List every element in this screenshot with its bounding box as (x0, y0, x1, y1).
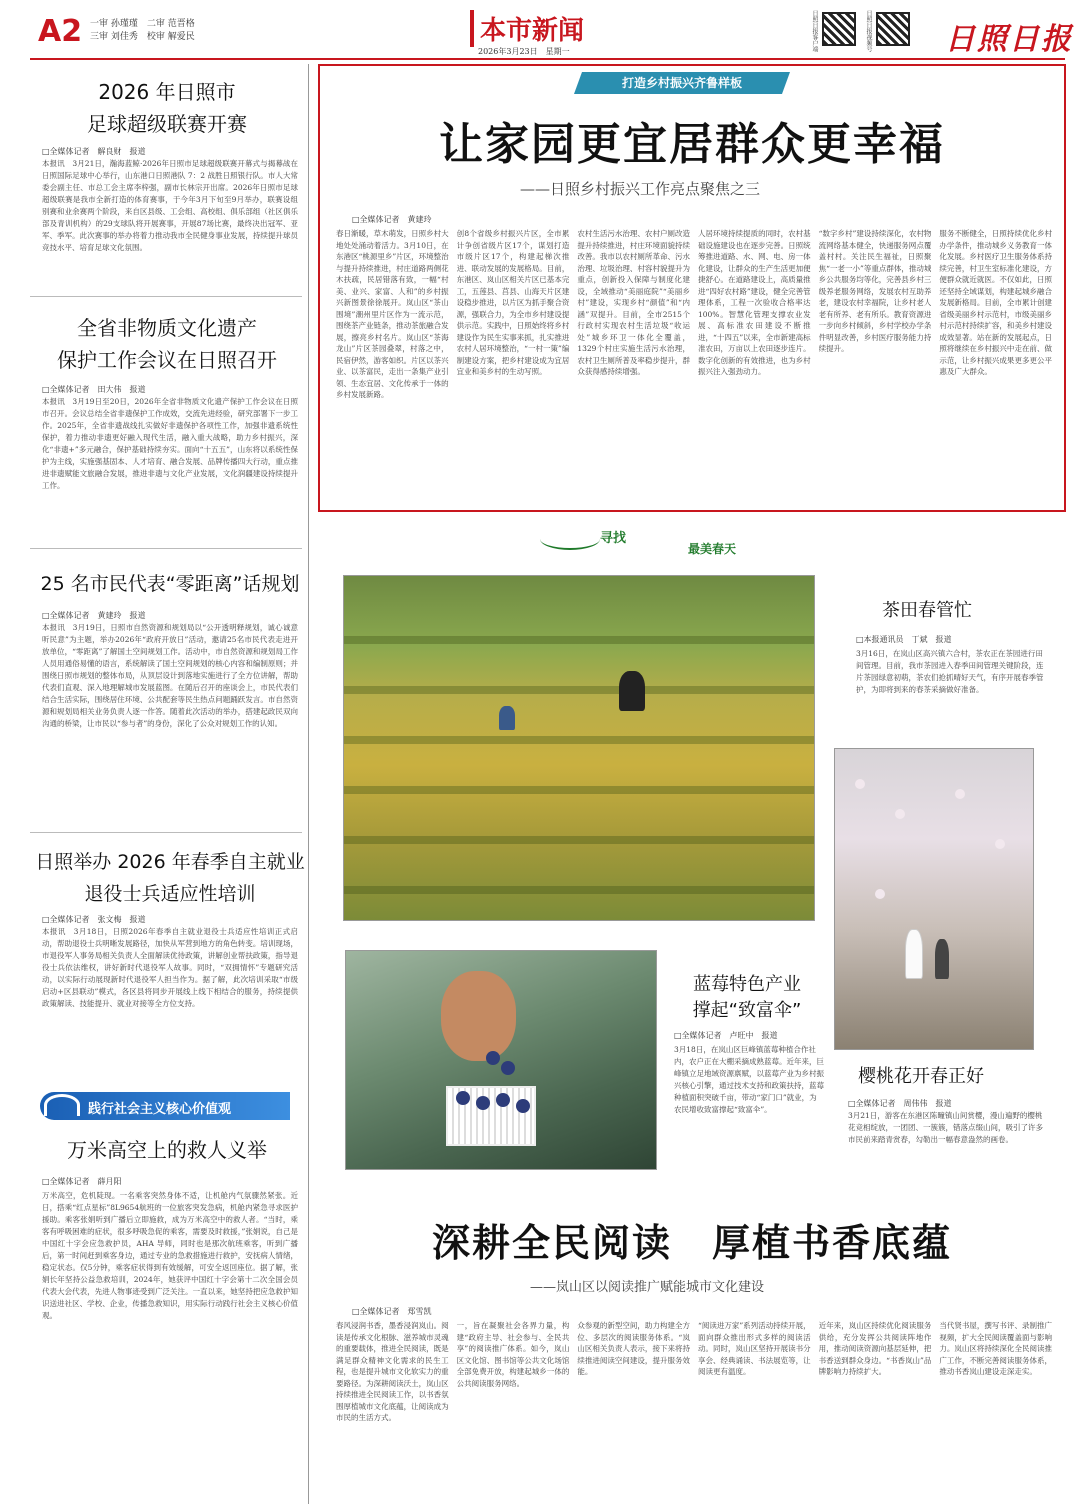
tea-row (344, 636, 814, 644)
byline: □全媒体记者 解良财 报道 (42, 147, 146, 156)
blueberry-title (672, 972, 822, 1024)
text-column: 众参观的新型空间，助力构建全方位、多层次的阅读服务体系。“岚山区相关负责人表示，接下来将持续推进阅读空间建设，提升服务效能。 (577, 1321, 690, 1376)
qr-code-icon[interactable] (876, 12, 910, 46)
feature-banner: 打造乡村振兴齐鲁样板 (621, 76, 742, 90)
cherry-title: 樱桃花开春正好 (858, 1066, 984, 1087)
blossom (995, 839, 1005, 849)
tea-row (344, 686, 814, 694)
tea-title: 茶田春管忙 (882, 600, 972, 621)
title-line: 蓝莓特色产业 (693, 974, 801, 995)
qr1-caption: 日照日报客户端 (811, 10, 818, 52)
qr2-caption: 日照日报视频号 (865, 10, 872, 52)
tea-field-photo[interactable] (343, 575, 815, 921)
article-title (32, 312, 302, 376)
logo-arc-icon (44, 1094, 80, 1116)
branch-icon (540, 528, 600, 550)
title-line: 2026 年日照市 (98, 80, 236, 104)
text-column: 创8个省级乡村振兴片区，全市累计争创省级片区17个，谋划打造市级片区17个，构建起梯次推进、联动发展的发展格局。目前，东港区、岚山区相关片区已基本完工，五莲县、莒县、山海天片区建设稳步推进，以片区为抓手聚合资源，强联合力，为全市乡村建设提供示范。实践中，日照始终将乡村建设作为民生实事来抓，扎实推进农村人居环境整治，“一村一策”编制建设方案，把乡村建设成为宜居宜业和美乡村的生动写照。 (456, 229, 570, 376)
byline: □全媒体记者 黄建玲 (352, 214, 436, 225)
blueberry-photo[interactable] (345, 950, 657, 1170)
byline: □本报通讯员 丁斌 报道 (856, 635, 952, 644)
farmer-figure (499, 706, 515, 730)
blossom (895, 809, 905, 819)
title-line: 保护工作会议在日照召开 (57, 348, 277, 372)
article-title: 25 名市民代表“零距离”话规划 (40, 573, 300, 595)
text-column: 农村生活污水治理、农村户厕改造提升持续推进，村庄环境面貌持续改善。我市以农村厕所革命、污水治理、垃圾治理、村容村貌提升为重点，创新投入保障与制度化建设，全域推动“美丽庭院”“美丽乡村”建设，实现乡村“颜值”和“内涵”双提升。目前，全市2515个行政村实现农村生活垃圾“收运处”城乡环卫一体化全覆盖，1329个村庄实施生活污水治理，农村卫生厕所普及率稳步提升，群众获得感持续增强。 (577, 229, 690, 376)
caption-body: 3月18日，在岚山区巨峰镇蓝莓种植合作社内，农户正在大棚采摘成熟蓝莓。近年来，巨峰镇立足地域资源禀赋，以蓝莓产业为乡村振兴核心引擎，通过技术支持和政策扶持，蓝莓种植面积突破千亩，带动“家门口”就业，为农民增收致富撑起“致富伞”。 (674, 1045, 824, 1114)
byline: □全媒体记者 周伟伟 报道 (848, 1099, 952, 1108)
tea-row (344, 786, 814, 794)
editor-credits (90, 18, 250, 44)
tea-row (344, 736, 814, 744)
berry (501, 1061, 515, 1075)
editor-2: 二审 范晋格 (146, 19, 195, 29)
editor-4: 校审 解爱民 (146, 32, 195, 42)
feature-title: 让家园更宜居群众更幸福 (439, 119, 945, 170)
separator (30, 296, 302, 297)
text-column: “阅读进万家”系列活动持续开展，面向群众推出形式多样的阅读活动。同时，岚山区坚持开展读书分享会、经典诵读、书法展览等，让阅读更有温度。 (697, 1321, 811, 1376)
bottom-columns (336, 1320, 1052, 1504)
slogan-text: 践行社会主义核心价值观 (88, 1102, 232, 1117)
article-title (30, 846, 310, 910)
feature-columns (336, 228, 1052, 504)
title-line: 足球超级联赛开赛 (87, 112, 247, 136)
bottom-subtitle: ——岚山区以阅读推广赋能城市文化建设 (530, 1280, 765, 1295)
visitor-figure (935, 939, 949, 979)
qr-code-icon[interactable] (822, 12, 856, 46)
farmer-figure (619, 671, 645, 711)
byline: □全媒体记者 薛月阳 (42, 1177, 122, 1186)
article-title: 万米高空上的救人义举 (67, 1138, 267, 1162)
byline: □全媒体记者 郑雪凯 (352, 1306, 436, 1317)
spring-banner-1: 寻找 (600, 531, 627, 546)
text-column: 一，旨在凝聚社会各界力量，构建“政府主导、社会参与、全民共享”的阅读推广体系。如今，岚山区文化馆、图书馆等公共文化场馆全部免费开放，构建起城乡一体的公共阅读服务网络。 (456, 1321, 570, 1388)
tea-row (344, 886, 814, 894)
spring-banner-2: 最美春天 (688, 542, 737, 556)
text-column: 近年来，岚山区持续优化阅读服务供给，充分发挥公共阅读阵地作用，推动阅读资源向基层延伸，把书香送到群众身边。“书香岚山”品牌影响力持续扩大。 (818, 1321, 932, 1376)
article-body: 本报讯 3月18日，日照2026年春季自主就业退役士兵适应性培训正式启动，帮助退役士兵明晰发展路径，加快从军营到地方的角色转变。培训现场，市退役军人事务局相关负责人全面解读优待政策，讲解创业帮扶政策，指导退役士兵依法维权，讲好新时代退役军人故事。同时，“双拥情怀”专题研究活动，以实际行动展现新时代退役军人担当作为。据了解，此次培训采取“市级启动+区县联动”模式，各区县将同步开展线上线下相结合的服务，持续提供政策解读、技能提升、就业对接等全方位支持。 (42, 927, 298, 1008)
cherry-blossom-photo[interactable] (834, 748, 1034, 1050)
title-line: 全省非物质文化遗产 (77, 316, 257, 340)
caption-body: 3月16日，在岚山区高兴镇六合村，茶农正在茶园进行田间管理。目前，我市茶园进入春季田间管理关键阶段，连片茶园绿意初萌，茶农们抢抓晴好天气，有序开展春季管护，为即将到来的春茶采摘做好准备。 (856, 649, 1044, 694)
column-divider (308, 64, 309, 1504)
bottom-title: 深耕全民阅读 厚植书香底蕴 (431, 1221, 952, 1265)
byline: □全媒体记者 张文梅 报道 (42, 915, 146, 924)
feature-subtitle: ——日照乡村振兴工作亮点聚焦之三 (520, 180, 761, 198)
byline: □全媒体记者 黄建玲 报道 (42, 611, 146, 620)
blossom (855, 779, 865, 789)
article-body: 本报讯 3月19日至20日，2026年全省非物质文化遗产保护工作会议在日照市召开。会议总结全省非遗保护工作成效，交流先进经验，研究部署下一步工作。2025年，全省非遗战线扎实做好非遗保护各项性工作，加强非遗系统性保护，着力推动非遗更好融入现代生活，融入重大战略，助力乡村振兴，深化“非遗+”多元融合，保护基础持续夯实。面向“十五五”，山东将以系统性保护为主线，实施强基固本、人才培育、融合发展、品牌传播四大行动，重点推进非遗赋能文旅融合发展，推进非遗与文化产业发展，文化润疆建设持续提升工作。 (42, 397, 298, 490)
text-column: 春日渐暖，草木萌发，日照乡村大地处处涌动着活力。3月10日，在东港区“桃源里乡”片区，环境整治与提升持续推进，村庄道路两侧花木扶疏，民居错落有致，一幅“村美、业兴、家富、人和”的乡村振兴新图景徐徐展开。岚山区“茶山围境”潮州里片区作为一流示范，围绕茶产业链条，推动茶旅融合发展，擦亮乡村名片。岚山区“茶海龙山”片区茶园叠翠，村落之中，民宿伊然，游客如织。片区以茶兴业、以茶富民，走出一条集产业引领、生态宜居、文化传承于一体的乡村发展新路。 (336, 229, 449, 399)
berry (496, 1093, 510, 1107)
tea-row (344, 836, 814, 844)
title-line: 日照举办 2026 年春季自主就业 (35, 851, 305, 873)
visitor-figure (905, 929, 923, 979)
editor-1: 一审 孙瑾瑾 (90, 19, 138, 29)
caption-body: 3月21日，游客在东港区陈疃镇山间赏樱，漫山遍野的樱桃花竞相绽放，一团团、一簇簇，错落点缀山间，吸引了许多市民前来踏青赏春，勾勒出一幅春意盎然的画卷。 (848, 1111, 1043, 1144)
text-column: 人居环境持续提质的同时，农村基础设施建设也在逐步完善。日照统筹推进道路、水、网、电、房一体化建设，让群众的生产生活更加便捷舒心。在道路建设上，高质量推进“四好农村路”建设，健全完善管理体系，工程一次验收合格率达100%。智慧化管理支撑农业发展、高标准农田建设不断推进，“十四五”以来，全市新建高标准农田，万亩以上农田逐步连片。数字化创新的有效推进，也为乡村振兴注入强劲动力。 (697, 229, 811, 376)
article-body: 本报讯 3月21日，瀚海蓝鲸·2026年日照市足球超级联赛开幕式与揭幕战在日照国际足球中心举行，山东港口日照港队 7：2 战胜日照银行队。市人大常委会副主任、市总工会主席李梓强，副市长林宗开出席。2026年日照市足球超级联赛是我市全新打造的体育赛事，于今年3月下旬至9月举办，联赛设组别赛和业余赛两个阶段，来自区县级、工会组、高校组、俱乐部组（社区俱乐部及青训机构）的29支球队将开展赛事，开展87场比赛，最终决出冠军、亚军、季军。此次赛事的举办将着力推动我市全民健身事业发展，持续提升球员竞技水平、培育足球文化氛围。 (42, 159, 298, 252)
berry (486, 1051, 500, 1065)
blossom (875, 889, 885, 899)
separator (30, 548, 302, 549)
issue-date: 2026年3月23日 星期一 (478, 47, 570, 56)
editor-3: 三审 刘佳秀 (90, 32, 138, 42)
berry (516, 1099, 530, 1113)
article-title (32, 76, 302, 140)
text-column: 春风浸润书香，墨香浸润岚山。阅读是传承文化根脉、滋养城市灵魂的重要载体，推进全民阅读，既是满足群众精神文化需求的民生工程，也是提升城市文化软实力的重要路径。为深耕阅读沃土，岚山区持续推进全民阅读工作，以书香氛围厚植城市文化底蕴，让阅读成为市民的生活方式。 (336, 1321, 449, 1422)
text-column: “数字乡村”建设持续深化，农村物流网络基本健全，快递服务网点覆盖村村。关注民生福祉，日照聚焦“一老一小”等重点群体，推动城乡公共服务均等化，完善县乡村三级养老服务网络，发展农村互助养老，建设农村幸福院，让乡村老人老有所养、老有所乐。教育资源进一步向乡村倾斜，乡村学校办学条件明显改善，乡村医疗服务能力持续提升。 (818, 229, 932, 353)
article-body: 万米高空，危机陡现。一名乘客突然身体不适，让机舱内气氛骤然紧张。近日，搭乘“红点星标”8L9654航班的一位旅客突发急病，机舱内紧急寻求医护援助。乘客张娟听到广播后立即施救，成为万米高空中的救人者。“当时，乘客有呼吸困难的症状，很多呼吸急促的乘客，需要及时救援，”张娟说，自己是中国红十字会应急救护员，AHA 导师，同时也是那次航班乘客，听到广播后，第一时间赶到乘客身边，通过专业的急救措施进行救护，安抚病人情绪，稳定状态。仅5分钟，乘客症状得到有效缓解，可安全返回座位。据了解，张娟长年坚持公益急救培训，2024年，她获评中国红十字会第十二次全国会员代表大会代表，先进人物事迹受到广泛关注。一直以来，她坚持把应急救护知识送进社区、学校、企业，传播急救知识，用实际行动践行社会主义核心价值观。 (42, 1191, 298, 1320)
header-divider (30, 58, 1065, 60)
farmer-face (441, 971, 516, 1061)
berry (476, 1096, 490, 1110)
blossom (955, 789, 965, 799)
byline: □全媒体记者 田大伟 报道 (42, 385, 146, 394)
page-number: A2 (38, 14, 83, 49)
text-column: 当代贤书屋，撰写书评、录制推广视频，扩大全民阅读覆盖面与影响力。岚山区将持续深化全民阅读推广工作，不断完善阅读服务体系，推动书香岚山建设走深走实。 (939, 1321, 1052, 1376)
title-line: 撑起“致富伞” (692, 1000, 802, 1021)
text-column: 服务不断健全，日照持续优化乡村办学条件，推动城乡义务教育一体化发展。乡村医疗卫生服务体系持续完善，村卫生室标准化建设，方便群众就近就医。不仅如此，日照还坚持全域谋划，构建起城乡融合发展新格局。目前，全市累计创建省级美丽乡村示范村，市级美丽乡村示范村持续扩容，和美乡村建设成效显著。站在新的发展起点，日照将继续在乡村振兴中走在前、做示范，让乡村振兴成果更多更公平惠及广大群众。 (939, 229, 1052, 376)
section-title: 本市新闻 (470, 10, 584, 47)
newspaper-logo: 日照日报 (945, 22, 1073, 57)
berry (456, 1091, 470, 1105)
article-body: 本报讯 3月19日，日照市自然资源和规划局以“公开透明释规划，诚心诚意听民意”为主题，举办2026年“政府开放日”活动，邀请25名市民代表走进开放单位，“零距离”了解国土空间规划工作。活动中，市自然资源和规划局工作人员用通俗易懂的语言，系统解读了国土空间规划的核心内容和编制原则；并围绕日照市规划的整体布局，从顶层设计到落地实施进行了全方位讲解，帮助代表们直观、深入地理解城市发展蓝图。在随后召开的座谈会上，市民代表们结合生活实际，围绕居住环境、公共配套等民生热点问题踊跃发言。市自然资源和规划局相关业务负责人逐一作答。随着此次活动的举办，搭建起政民双向沟通的桥梁，让市民以“参与者”的身份，深化了公众对规划工作的认知。 (42, 623, 298, 728)
byline: □全媒体记者 卢旺中 报道 (674, 1031, 778, 1040)
title-line: 退役士兵适应性培训 (84, 883, 256, 905)
separator (30, 832, 302, 833)
